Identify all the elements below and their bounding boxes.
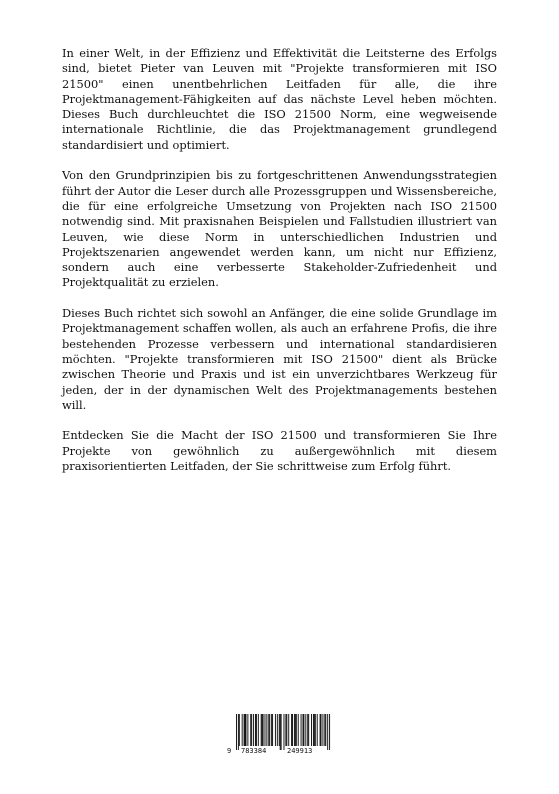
barcode-bar xyxy=(327,714,328,750)
barcode-bar xyxy=(238,714,239,750)
barcode-bar xyxy=(262,714,263,746)
barcode-bar xyxy=(303,714,304,746)
barcode-bar xyxy=(268,714,269,746)
barcode-bar xyxy=(308,714,309,746)
barcode-bar xyxy=(286,714,287,746)
barcode-bar xyxy=(325,714,326,746)
barcode-bar xyxy=(301,714,302,746)
barcode-bar xyxy=(277,714,278,746)
barcode-first-digit: 9 xyxy=(227,747,232,755)
barcode-bar xyxy=(288,714,289,746)
barcode-bar xyxy=(242,714,243,746)
barcode-bar xyxy=(251,714,252,746)
blurb-paragraph-3: Dieses Buch richtet sich sowohl an Anfänger, die eine solide Grundlage im Projektmanagement schaffen wollen, als auch an erfahrene Profis, die ihre bestehenden Prozesse verbessern und international standardisieren möchten. "Projekte transformieren mit ISO 21500" dient als Brücke zwischen Theorie und Praxis und ist ein unverzichtbares Werkzeug für jeden, der in der dynamischen Welt des Projektmanagements bestehen will. xyxy=(62,306,497,412)
barcode-bar xyxy=(285,714,286,746)
barcode-bar xyxy=(256,714,257,746)
barcode-bar xyxy=(295,714,296,746)
barcode-bar xyxy=(324,714,325,746)
barcode-bar xyxy=(247,714,248,746)
barcode-bar xyxy=(244,714,245,746)
blurb-paragraph-4: Entdecken Sie die Macht der ISO 21500 und transformieren Sie Ihre Projekte von gewöhnlich zu außergewöhnlich mit diesem praxisorientierten Leitfaden, der Sie schrittweise zum Erfolg führt. xyxy=(62,428,497,474)
blurb-paragraph-2: Von den Grundprinzipien bis zu fortgeschrittenen Anwendungsstrategien führt der Autor die Leser durch alle Prozessgruppen und Wissensbereiche, die für eine erfolgreiche Umsetzung von Projekten nach ISO 21500 notwendig sind. Mit praxisnahen Beispielen und Fallstudien illustriert van Leuven, wie diese Norm in unterschiedlichen Industrien und Projektszenarien angewendet werden kann, um nicht nur Effizienz, sondern auch eine verbesserte Stakeholder-Zufriedenheit und Projektqualität zu erzielen. xyxy=(62,168,497,290)
barcode-bar xyxy=(315,714,316,746)
barcode-bar xyxy=(329,714,330,750)
barcode-bar xyxy=(253,714,254,746)
barcode-bar xyxy=(255,714,256,746)
barcode-bar xyxy=(271,714,272,746)
barcode-bar xyxy=(250,714,251,746)
barcode-bar xyxy=(322,714,323,746)
barcode-bar xyxy=(305,714,306,746)
blurb-text xyxy=(62,46,497,490)
barcode-bar xyxy=(236,714,237,750)
barcode-left-group: 783384 xyxy=(241,747,267,755)
barcode-bars xyxy=(226,714,338,750)
barcode-bar xyxy=(313,714,314,746)
barcode-bar xyxy=(320,714,321,746)
barcode-right-group: 249913 xyxy=(287,747,313,755)
barcode-bar xyxy=(279,714,280,746)
barcode-bar xyxy=(281,714,282,750)
barcode-bar xyxy=(265,714,266,746)
barcode-bar xyxy=(317,714,318,746)
barcode-bar xyxy=(246,714,247,746)
barcode-bar xyxy=(261,714,262,746)
barcode-bar xyxy=(269,714,270,746)
barcode-bar xyxy=(296,714,297,746)
barcode-bar xyxy=(280,714,281,750)
barcode-bar xyxy=(258,714,259,746)
barcode-bar xyxy=(298,714,299,746)
barcode-bar xyxy=(294,714,295,746)
barcode-bar xyxy=(266,714,267,746)
barcode-bar xyxy=(292,714,293,746)
barcode-bar xyxy=(314,714,315,746)
barcode-bar xyxy=(303,714,304,746)
blurb-paragraph-1: In einer Welt, in der Effizienz und Effektivität die Leitsterne des Erfolgs sind, bietet Pieter van Leuven mit "Projekte transformieren mit ISO 21500" einen unentbehrlichen Leitfaden für alle, die ihre Projektmanagement-Fähigkeiten auf das nächste Level heben möchten. Dieses Buch durchleuchtet die ISO 21500 Norm, eine wegweisende internationale Richtlinie, die das Projektmanagement grundlegend standardisiert und optimiert. xyxy=(62,46,497,152)
barcode-bar xyxy=(291,714,292,746)
barcode-bar xyxy=(263,714,264,746)
barcode-bar xyxy=(272,714,273,746)
barcode-bar xyxy=(275,714,276,746)
barcode-bar xyxy=(239,714,240,746)
barcode-bar xyxy=(284,714,285,750)
barcode-bar xyxy=(321,714,322,746)
barcode-bar xyxy=(307,714,308,746)
isbn-barcode xyxy=(226,714,338,758)
barcode-bar xyxy=(311,714,312,746)
barcode-bar xyxy=(245,714,246,746)
